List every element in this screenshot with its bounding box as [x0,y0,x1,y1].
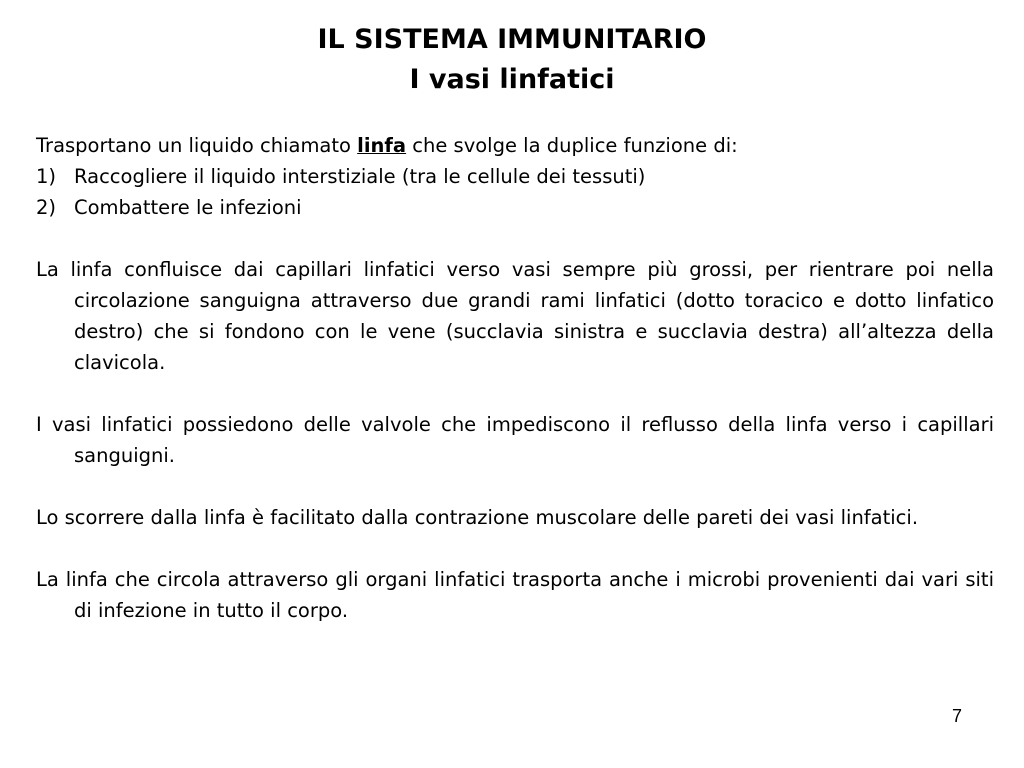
list-text: Combattere le infezioni [74,196,302,219]
list-item [36,192,994,223]
slide-content [36,130,994,626]
paragraph-microbes: La linfa che circola attraverso gli organi linfatici trasporta anche i microbi provenienti dai vari siti di infezione in tutto il corpo. [36,568,994,622]
list-text: Raccogliere il liquido interstiziale (tra le cellule dei tessuti) [74,165,646,188]
intro-before: Trasportano un liquido chiamato [36,134,358,157]
list-number: 1) [36,165,57,188]
list-number: 2) [36,196,57,219]
slide-subtitle: I vasi linfatici [409,64,615,95]
slide-title: IL SISTEMA IMMUNITARIO [317,24,707,55]
intro-line [36,130,994,161]
paragraph-valves: I vasi linfatici possiedono delle valvole che impediscono il reflusso della linfa verso i capillari sanguigni. [36,413,994,467]
page-number: 7 [951,706,962,726]
intro-after: che svolge la duplice funzione di: [406,134,738,157]
list-item [36,161,994,192]
title-block [0,20,1024,100]
linfa-term: linfa [357,134,407,157]
paragraph-lymph-flow: La linfa confluisce dai capillari linfatici verso vasi sempre più grossi, per rientrare poi nella circolazione sanguigna attraverso due grandi rami linfatici (dotto toracico e dotto linfatico destro) che si fondono con le vene (succlavia sinistra e succlavia destra) all’altezza della clavicola. [36,258,994,374]
paragraph-muscle-contraction: Lo scorrere dalla linfa è facilitato dalla contrazione muscolare delle pareti dei vasi linfatici. [36,506,919,529]
